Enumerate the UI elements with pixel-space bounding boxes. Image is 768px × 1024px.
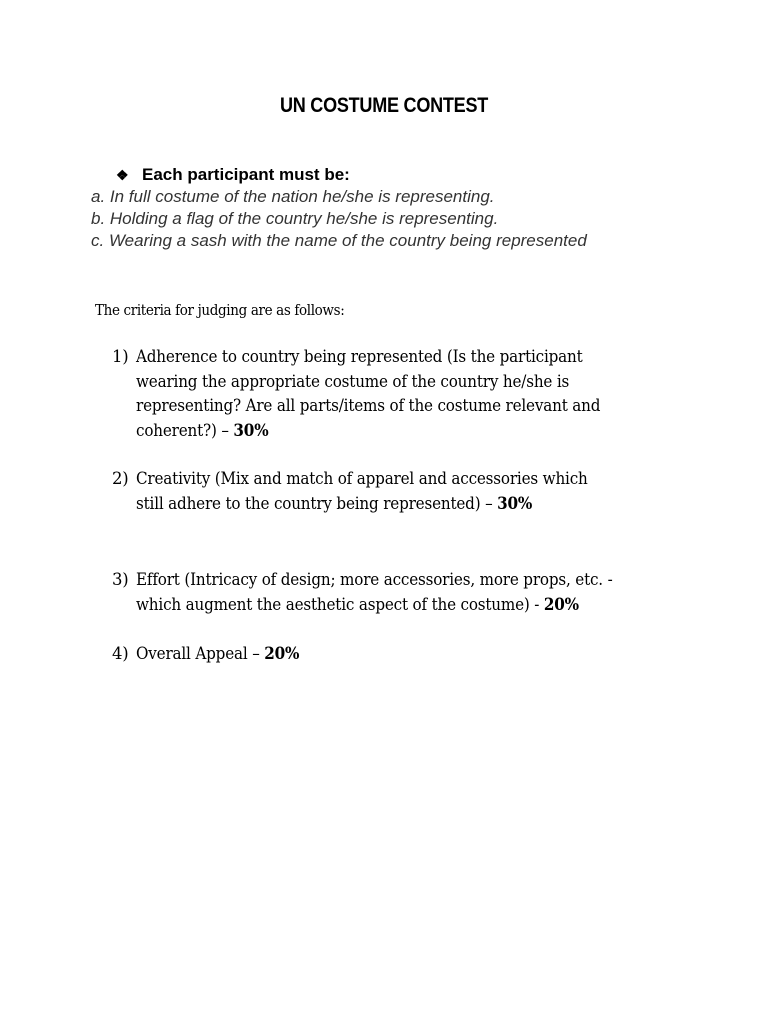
- criterion-last-line: [136, 642, 299, 667]
- criterion-line: Creativity (Mix and match of apparel and accessories which: [136, 469, 588, 488]
- requirements-heading-text: Each participant must be:: [142, 165, 350, 184]
- criterion-weight: 30%: [497, 493, 533, 513]
- criterion-weight: 30%: [233, 420, 269, 440]
- criterion-number: 3): [112, 570, 129, 589]
- requirement-item: a. In full costume of the nation he/she is representing.: [91, 187, 495, 206]
- criterion-line: Effort (Intricacy of design; more accessories, more props, etc. -: [136, 570, 613, 589]
- criterion-line-prefix: still adhere to the country being represented) –: [136, 493, 498, 513]
- criterion-text: [136, 467, 588, 516]
- criterion-line: wearing the appropriate costume of the country he/she is: [136, 371, 570, 391]
- criterion-line-prefix: coherent?) –: [136, 420, 234, 440]
- criterion-line: representing? Are all parts/items of the costume relevant and: [136, 396, 601, 415]
- requirement-item: b. Holding a flag of the country he/she is representing.: [91, 209, 499, 228]
- criterion-last-line: [136, 593, 613, 618]
- criterion-weight: 20%: [543, 594, 579, 614]
- criterion-weight: 20%: [264, 644, 300, 663]
- requirements-list: [91, 186, 587, 252]
- criterion-last-line: [136, 492, 588, 517]
- criteria-intro: The criteria for judging are as follows:: [95, 301, 345, 319]
- requirements-heading: [116, 165, 350, 185]
- diamond-bullet-icon: ❖: [116, 166, 129, 183]
- criterion-line-prefix: which augment the aesthetic aspect of the costume) -: [136, 594, 544, 614]
- criterion-number: 4): [112, 644, 129, 663]
- criterion-line: Adherence to country being represented (Is the participant: [136, 347, 583, 366]
- criterion-text: [136, 568, 613, 617]
- criterion-last-line: [136, 419, 600, 444]
- requirement-item: c. Wearing a sash with the name of the country being represented: [91, 231, 587, 250]
- criterion-text: [136, 642, 299, 667]
- criterion-line-prefix: Overall Appeal –: [136, 644, 265, 663]
- document-title: UN COSTUME CONTEST: [279, 94, 489, 117]
- criterion-number: 2): [112, 469, 129, 488]
- criterion-text: [136, 345, 600, 443]
- criterion-number: 1): [112, 347, 129, 366]
